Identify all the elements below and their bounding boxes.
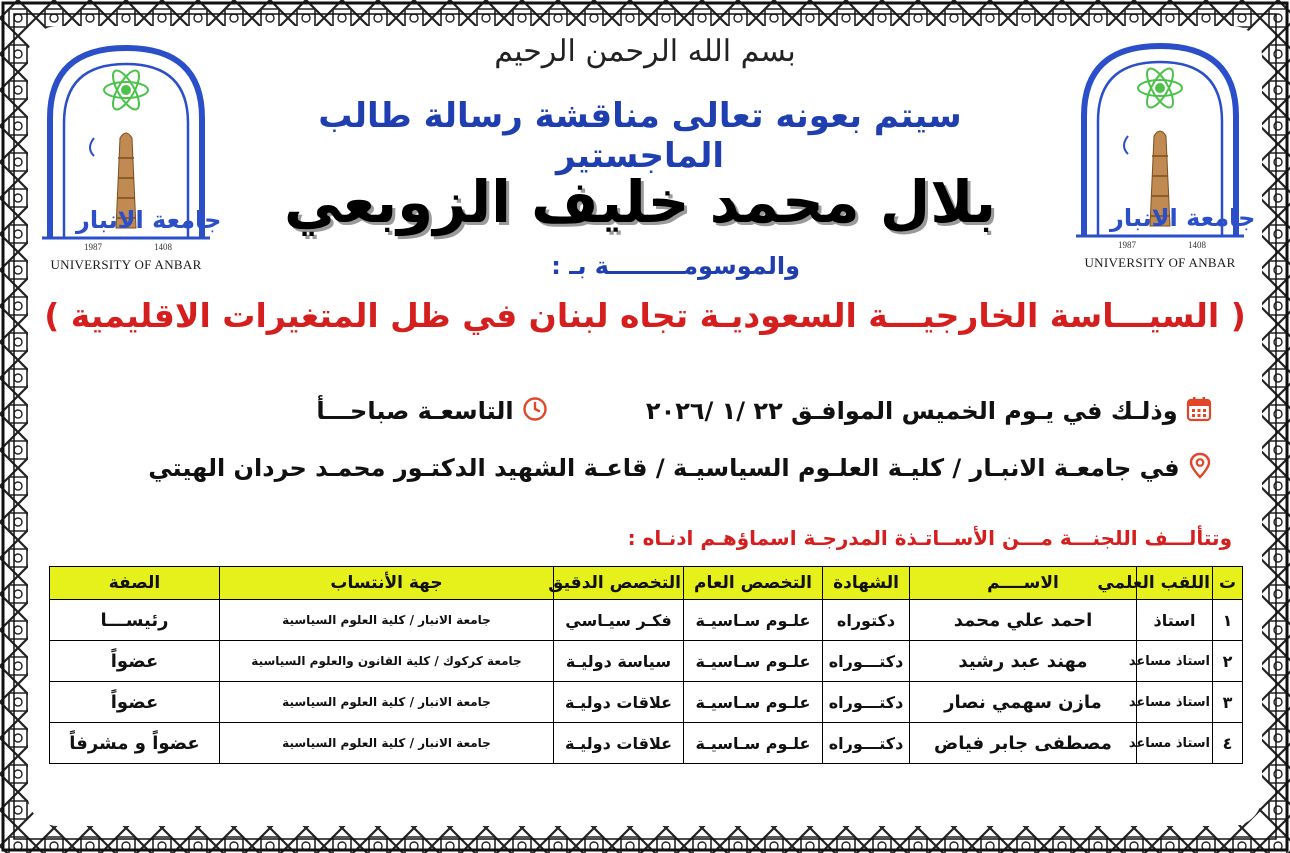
logo-english-name: UNIVERSITY OF ANBAR <box>1084 255 1236 270</box>
cell-role: عضواً و مشرفاً <box>50 723 220 764</box>
university-logo-left <box>36 28 222 273</box>
logo-year-right: 1408 <box>1188 240 1206 250</box>
cell-general: علـوم سـاسيـة <box>684 600 823 641</box>
cell-num: ١ <box>1213 600 1243 641</box>
clock-icon <box>522 396 548 428</box>
cell-name: مازن سهمي نصار <box>910 682 1137 723</box>
logo-arabic-name: جامعة الانبار <box>1110 204 1256 232</box>
cell-title: استاذ مساعد <box>1137 723 1213 764</box>
cell-degree: دكتوراه <box>823 600 910 641</box>
table-row <box>50 600 1243 641</box>
table-row <box>50 682 1243 723</box>
time-line <box>316 396 548 428</box>
cell-num: ٢ <box>1213 641 1243 682</box>
logo-year-right: 1408 <box>154 242 172 252</box>
time-text: التاسعـة صباحـــأ <box>316 397 514 425</box>
bismillah-calligraphy: بسم الله الرحمن الرحيم <box>494 34 796 69</box>
cell-role: رئيســـا <box>50 600 220 641</box>
cell-affiliation: جامعة الانبار / كلية العلوم السياسية <box>220 682 554 723</box>
date-line <box>646 396 1212 428</box>
cell-degree: دكتـــوراه <box>823 641 910 682</box>
atom-icon <box>1138 65 1182 111</box>
location-line <box>148 452 1212 486</box>
cell-specific: فكـر سيـاسي <box>554 600 684 641</box>
university-logo-right <box>1070 26 1256 271</box>
cell-affiliation: جامعة كركوك / كلية القانون والعلوم السياسية <box>220 641 554 682</box>
cell-degree: دكتـــوراه <box>823 682 910 723</box>
table-row <box>50 641 1243 682</box>
calendar-icon <box>1186 396 1212 428</box>
cell-role: عضواً <box>50 682 220 723</box>
cell-specific: علاقات دوليـة <box>554 682 684 723</box>
logo-year-left: 1987 <box>1118 240 1136 250</box>
cell-title: استاذ <box>1137 600 1213 641</box>
cell-num: ٤ <box>1213 723 1243 764</box>
committee-intro: وتتألـــف اللجنـــة مـــن الأســاتـذة المدرجـة اسماؤهـم ادنـاه : <box>627 526 1232 550</box>
location-pin-icon <box>1188 452 1212 486</box>
atom-icon <box>104 67 148 113</box>
student-name: بلال محمد خليف الزوبعي <box>283 168 997 236</box>
cell-degree: دكتـــوراه <box>823 723 910 764</box>
cell-specific: سياسة دوليـة <box>554 641 684 682</box>
cell-title: استاذ مساعد <box>1137 682 1213 723</box>
header-specific: التخصص الدقيق <box>554 567 684 600</box>
header-name: الاســــم <box>910 567 1137 600</box>
cell-general: علـوم سـاسيـة <box>684 682 823 723</box>
cell-affiliation: جامعة الانبار / كلية العلوم السياسية <box>220 600 554 641</box>
logo-year-left: 1987 <box>84 242 102 252</box>
header-title: اللقب العلمي <box>1137 567 1213 600</box>
cell-name: احمد علي محمد <box>910 600 1137 641</box>
thesis-title: ( السيـــاسة الخارجيـــة السعوديـة تجاه لبنان في ظل المتغيرات الاقليمية ) <box>44 296 1246 335</box>
announcement-heading: سيتم بعونه تعالى مناقشة رسالة طالب الماجستير <box>318 96 962 176</box>
cell-general: علـوم سـاسيـة <box>684 641 823 682</box>
header-general: التخصص العام <box>684 567 823 600</box>
cell-affiliation: جامعة الانبار / كلية العلوم السياسية <box>220 723 554 764</box>
cell-title: استاذ مساعد <box>1137 641 1213 682</box>
header-role: الصفة <box>50 567 220 600</box>
cell-role: عضواً <box>50 641 220 682</box>
date-text: وذلـك في يـوم الخميس الموافـق ٢٢ /١ /٢٠٢٦ <box>645 397 1178 425</box>
table-row <box>50 723 1243 764</box>
committee-table <box>49 566 1243 764</box>
header-affiliation: جهة الأنتساب <box>220 567 554 600</box>
location-text: في جامعـة الانبـار / كليـة العلـوم السياسيـة / قاعـة الشهيد الدكتـور محمـد حردان الهيتي <box>148 454 1180 482</box>
cell-name: مهند عبد رشيد <box>910 641 1137 682</box>
cell-num: ٣ <box>1213 682 1243 723</box>
header-degree: الشهادة <box>823 567 910 600</box>
logo-arabic-name: جامعة الانبار <box>76 206 222 234</box>
header-num: ت <box>1213 567 1243 600</box>
cell-general: علـوم سـاسيـة <box>684 723 823 764</box>
titled-label: والموسومـــــــــة بـ : <box>551 252 800 280</box>
cell-name: مصطفى جابر فياض <box>910 723 1137 764</box>
cell-specific: علاقات دوليـة <box>554 723 684 764</box>
table-header-row <box>50 567 1243 600</box>
logo-english-name: UNIVERSITY OF ANBAR <box>50 257 202 272</box>
